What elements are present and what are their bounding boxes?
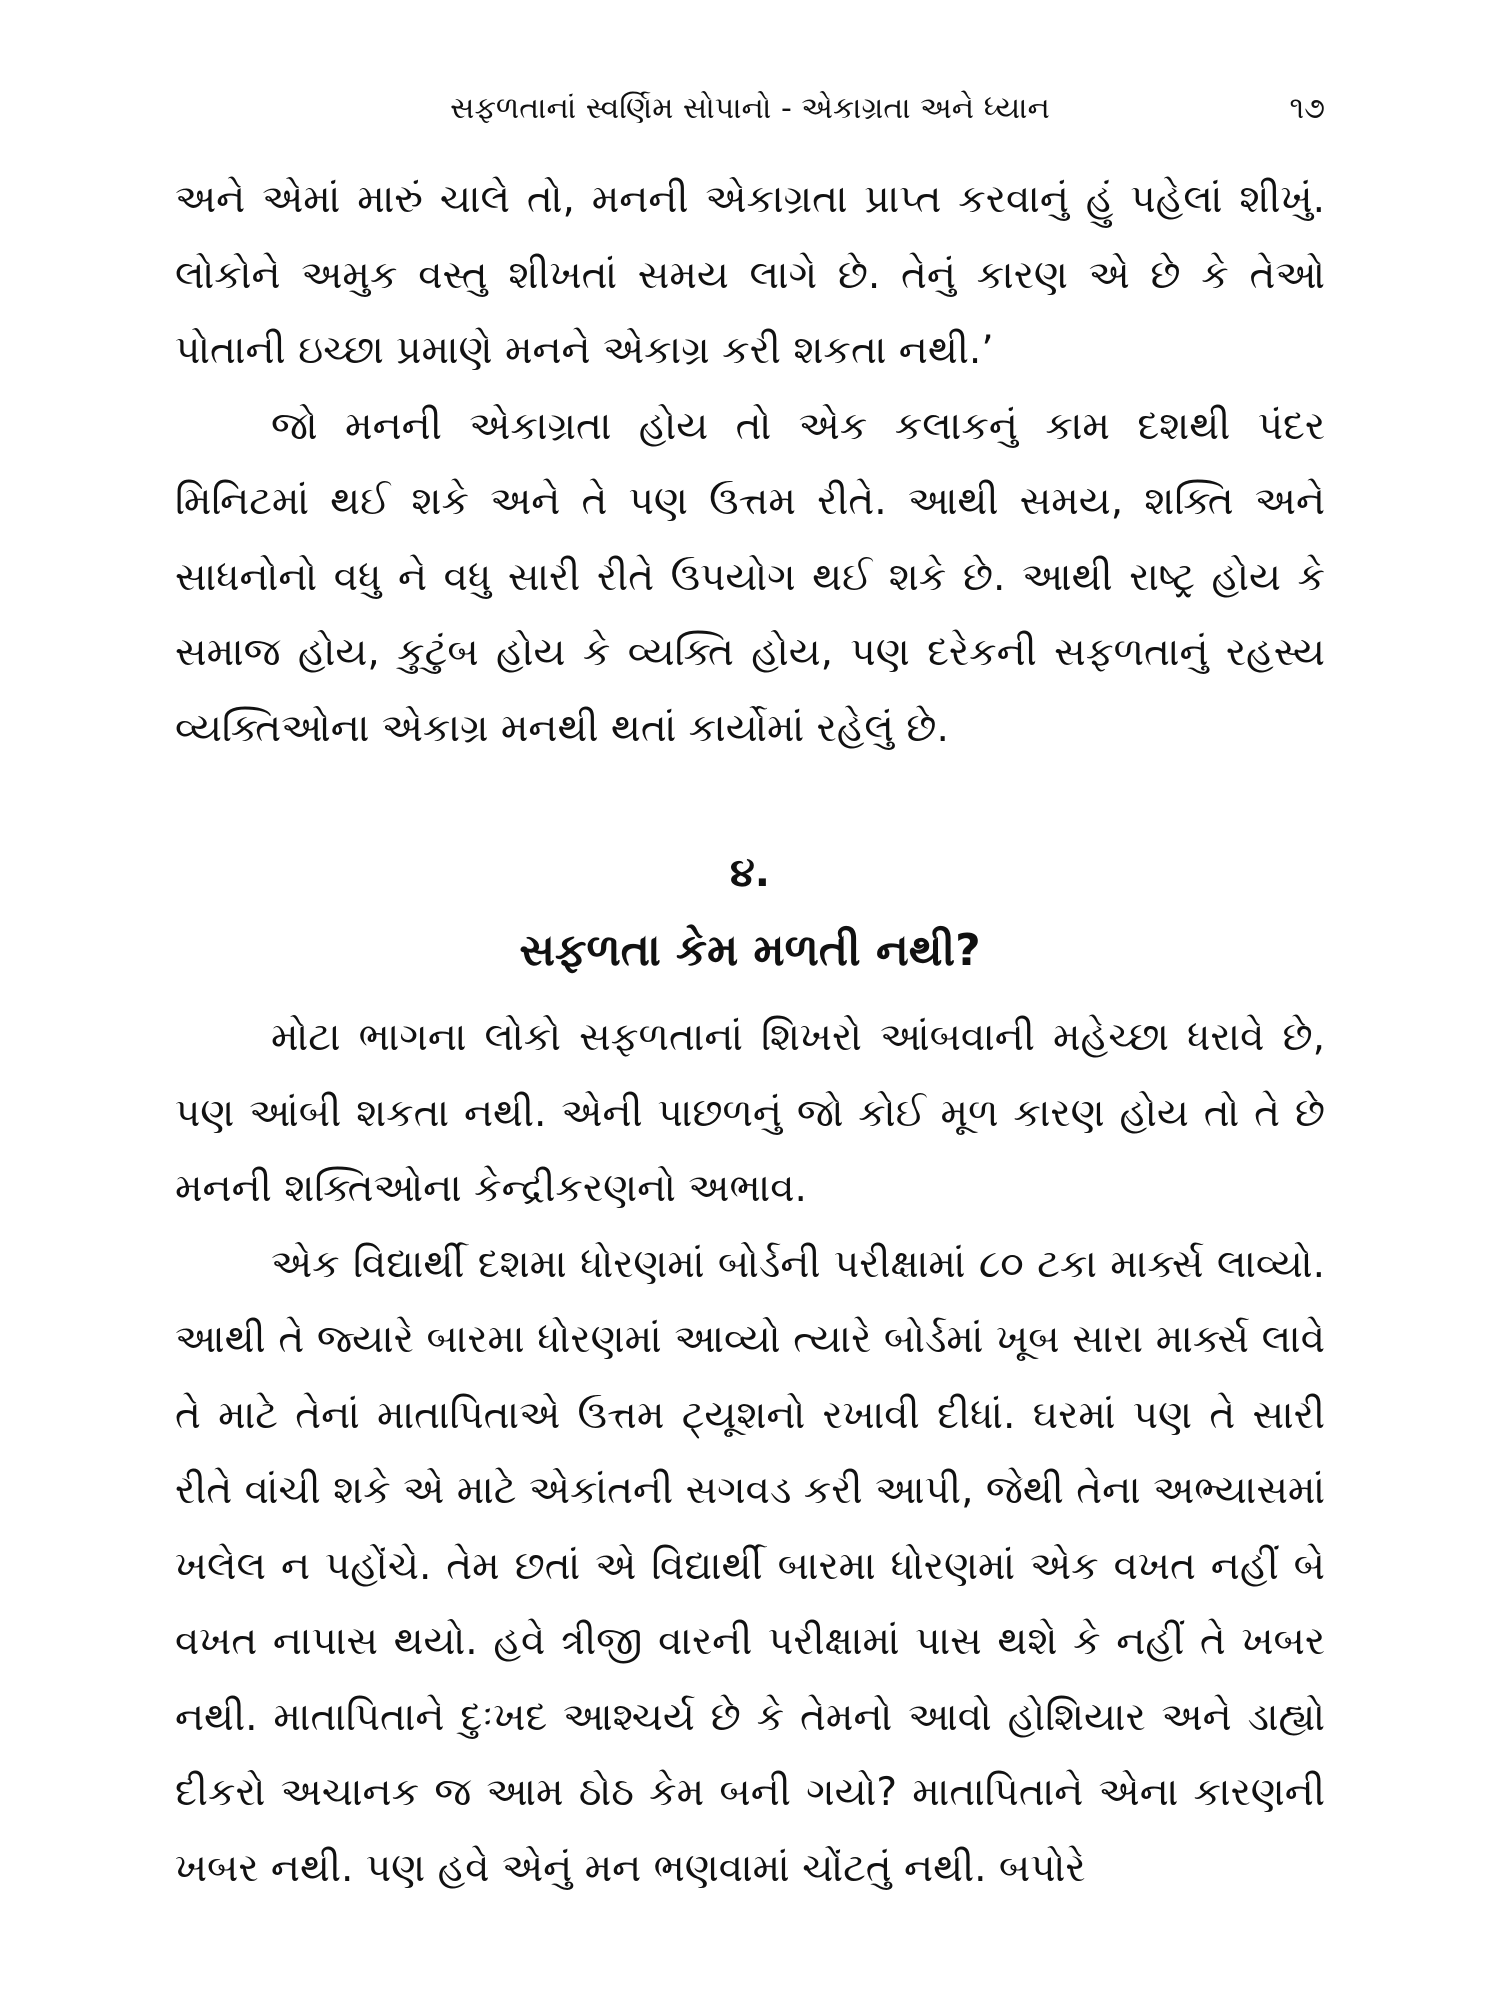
running-header (175, 88, 1325, 138)
chapter-title: સફળતા કેમ મળતી નથી? (519, 925, 981, 976)
paragraph: જો મનની એકાગ્રતા હોય તો એક કલાકનું કામ દશથી પંદર મિનિટમાં થઈ શકે અને તે પણ ઉત્તમ રીતે. આથી સમય, શક્તિ અને સાધનોનો વધુ ને વધુ સારી રીતે ઉપયોગ થઈ શકે છે. આથી રાષ્ટ્ર હોય કે સમાજ હોય, કુટુંબ હોય કે વ્યક્તિ હોય, પણ દરેકની સફળતાનું રહસ્ય વ્યક્તિઓના એકાગ્ર મનથી થતાં કાર્યોમાં રહેલું છે. (175, 403, 1325, 751)
paragraph: એક વિદ્યાર્થી દશમા ધોરણમાં બોર્ડની પરીક્ષામાં ૮૦ ટકા માર્ક્સ લાવ્યો. આથી તે જ્યારે બારમા ધોરણમાં આવ્યો ત્યારે બોર્ડમાં ખૂબ સારા માર્ક્સ લાવે તે માટે તેનાં માતાપિતાએ ઉત્તમ ટ્યૂશનો રખાવી દીધાં. ઘરમાં પણ તે સારી રીતે વાંચી શકે એ માટે એકાંતની સગવડ કરી આપી, જેથી તેના અભ્યાસમાં ખલેલ ન પહોંચે. તેમ છતાં એ વિદ્યાર્થી બારમા ધોરણમાં એક વખત નહીં બે વખત નાપાસ થયો. હવે ત્રીજી વારની પરીક્ષામાં પાસ થશે કે નહીં તે ખબર નથી. માતાપિતાને દુઃખદ આશ્ચર્ય છે કે તેમનો આવો હોશિયાર અને ડાહ્યો દીકરો અચાનક જ આમ ઠોઠ કેમ બની ગયો? માતાપિતાને એના કારણની ખબર નથી. પણ હવે એનું મન ભણવામાં ચોંટતું નથી. બપોરે (175, 1241, 1326, 1891)
text-section-bottom (175, 1000, 1325, 1906)
page-number: ૧૭ (1289, 91, 1325, 126)
paragraph: અને એમાં મારું ચાલે તો, મનની એકાગ્રતા પ્રાપ્ત કરવાનું હું પહેલાં શીખું. લોકોને અમુક વસ્તુ શીખતાં સમય લાગે છે. તેનું કારણ એ છે કે તેઓ પોતાની ઇચ્છા પ્રમાણે મનને એકાગ્ર કરી શકતા નથી.’ (175, 177, 1325, 373)
chapter-number: ૪. (730, 850, 770, 896)
running-header-title: સફળતાનાં સ્વર્ણિમ સોપાનો - એકાગ્રતા અને ધ્યાન (450, 91, 1050, 126)
paragraph: મોટા ભાગના લોકો સફળતાનાં શિખરો આંબવાની મહેચ્છા ધરાવે છે, પણ આંબી શકતા નથી. એની પાછળનું જો કોઈ મૂળ કારણ હોય તો તે છે મનની શક્તિઓના કેન્દ્રીકરણનો અભાવ. (175, 1015, 1325, 1211)
text-section-top (175, 162, 1325, 766)
